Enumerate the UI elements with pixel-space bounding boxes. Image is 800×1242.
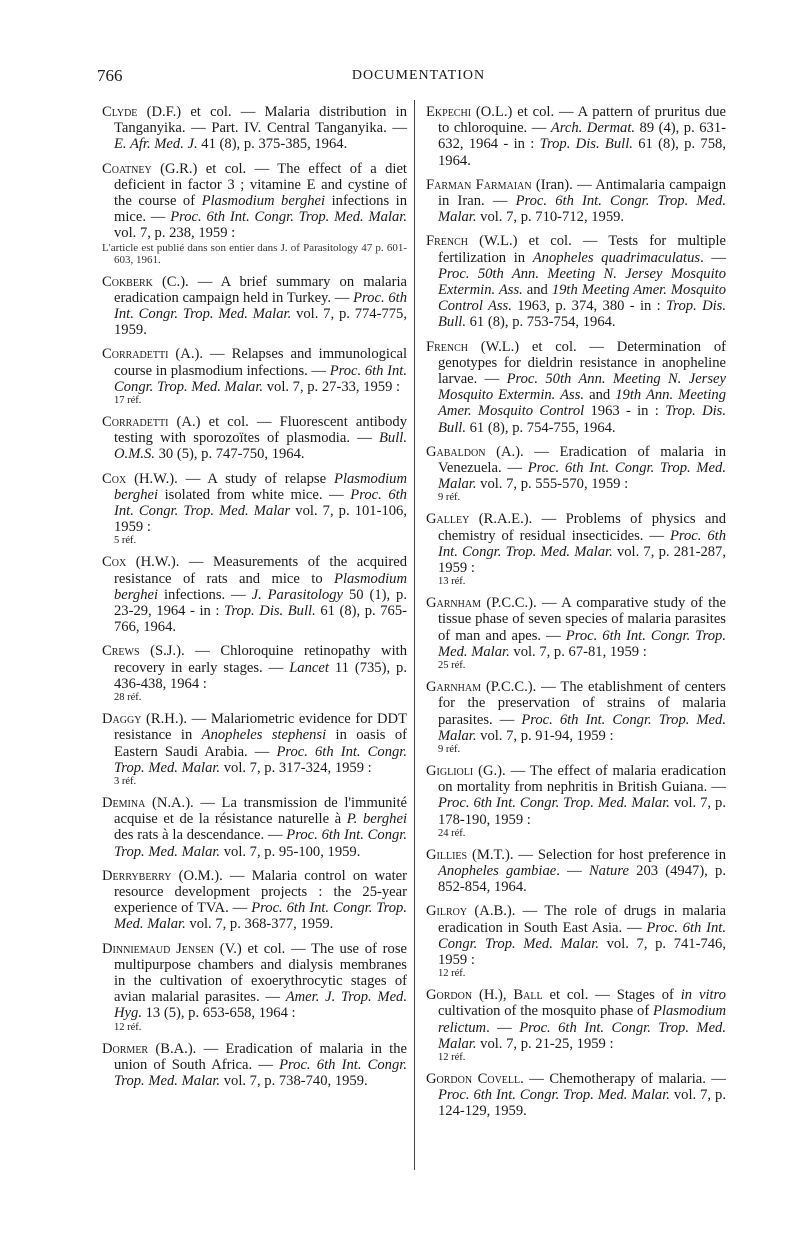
entry-title: (M.T.). — Selection for host preference in xyxy=(467,846,726,863)
entry-reference-count: 12 réf. xyxy=(438,1051,466,1063)
page-number: 766 xyxy=(97,66,123,85)
entry-title: (P.C.C.). — The etablishment of centers for the preservation of strains of malaria parasites. — xyxy=(438,679,726,728)
entry-citation-italic: Plasmodium berghei xyxy=(201,193,326,210)
entry-author: Cox xyxy=(102,554,127,571)
entry-title: (H.W.). — Measurements of the acquired resistance of rats and mice to xyxy=(114,554,407,587)
entry-citation-italic: Trop. Dis. Bull. xyxy=(438,298,726,331)
entry-citation-text: 1963 - in : xyxy=(584,403,666,420)
entry-citation-text: et col. — Stages of xyxy=(542,987,681,1004)
entry-reference-count: 5 réf. xyxy=(114,535,137,547)
entry-citation-italic: 19th Meeting Amer. Mosquito Control Ass. xyxy=(438,282,727,315)
entry-author: French xyxy=(426,233,469,250)
entry-citation-text: infections. — xyxy=(158,586,252,603)
entry-author: Cox xyxy=(102,470,127,487)
entry-citation-italic: 19th Ann. Meeting Amer. Mosquito Control xyxy=(438,387,726,420)
entry-title: (R.H.). — Malariometric evidence for DDT resistance in xyxy=(114,711,407,744)
entry-citation-italic: Proc. 6th Int. Congr. Trop. Med. Malar. xyxy=(438,711,726,744)
entry-citation-italic: Proc. 6th Int. Congr. Trop. Med. Malar. xyxy=(438,627,726,660)
bibliography-entry xyxy=(426,987,726,1063)
entry-citation-italic: Proc. 50th Ann. Meeting N. Jersey Mosquito Extermin. Ass. xyxy=(438,265,726,299)
entry-reference-count: 24 réf. xyxy=(438,827,466,839)
entry-author: Gordon xyxy=(426,987,473,1004)
entry-citation-italic: Proc. 6th Int. Congr. Trop. Med. Malar. xyxy=(438,460,726,493)
entry-title: (H.), xyxy=(472,987,514,1004)
entry-author: Cokberk xyxy=(102,273,153,290)
bibliography-entry xyxy=(102,711,407,787)
left-column xyxy=(102,104,407,1097)
bibliography-entry xyxy=(102,868,407,933)
entry-title: (A.B.). — The role of drugs in malaria eradication in South East Asia. — xyxy=(438,903,726,936)
entry-author: Gilroy xyxy=(426,903,468,920)
entry-citation-text: in oasis of Eastern Saudi Arabia. — xyxy=(114,727,407,760)
bibliography-entry xyxy=(426,339,726,436)
entry-author: Gillies xyxy=(426,846,468,863)
entry-citation-text: and xyxy=(584,387,616,404)
entry-title: (A.). — Relapses and immunological course in plasmodium infections. — xyxy=(114,346,407,379)
entry-author: Dormer xyxy=(102,1040,149,1057)
entry-citation-italic: Proc. 6th Int. Congr. Trop. Med. Malar. xyxy=(114,1056,407,1089)
entry-title: (R.A.E.). — Problems of physics and chemistry of residual insecticides. — xyxy=(438,511,726,544)
entry-citation-text: vol. 7, p. 774-775, 1959. xyxy=(114,306,407,339)
entry-citation-italic: Proc. 6th Int. Congr. Trop. Med. Malar. xyxy=(114,827,408,860)
entry-author: Corradetti xyxy=(102,414,169,431)
column-divider xyxy=(414,100,415,1170)
entry-citation-text: vol. 7, p. 738-740, 1959. xyxy=(220,1072,368,1089)
entry-title: (P.C.C.). — A comparative study of the tissue phase of seven species of malaria parasites of man and apes. — xyxy=(438,595,726,644)
bibliography-entry xyxy=(102,554,407,635)
bibliography-entry xyxy=(102,414,407,463)
bibliography-entry xyxy=(426,177,726,226)
entry-citation-text: 61 (8), p. 765-766, 1964. xyxy=(114,603,407,636)
entry-title: (D.F.) et col. — Malaria distribution in Tanganyika. — Part. IV. Central Tanganyika. — xyxy=(114,104,407,137)
entry-citation-italic: E. Afr. Med. J. xyxy=(114,136,198,153)
entry-citation-italic: Nature xyxy=(588,862,629,879)
entry-citation-italic: Bull. O.M.S. xyxy=(114,430,407,463)
entry-title: (W.L.) et col. — Tests for multiple fertilization in xyxy=(438,233,726,266)
bibliography-entry xyxy=(426,595,726,671)
entry-author: Daggy xyxy=(102,711,142,728)
bibliography-entry xyxy=(102,161,407,266)
entry-author: Ekpechi xyxy=(426,104,472,120)
bibliography-entry xyxy=(426,763,726,839)
entry-author: Coatney xyxy=(102,160,152,177)
entry-reference-count: 9 réf. xyxy=(438,492,461,504)
entry-citation-italic: Plasmodium berghei xyxy=(114,470,407,503)
bibliography-entry xyxy=(426,903,726,979)
entry-citation-text: Ball xyxy=(513,987,543,1004)
entry-citation-text: 61 (8), p. 753-754, 1964. xyxy=(465,314,616,331)
entry-citation-text: 30 (5), p. 747-750, 1964. xyxy=(154,446,305,463)
entry-citation-italic: Anopheles stephensi xyxy=(201,727,327,744)
entry-citation-text: cultivation of the mosquito phase of xyxy=(438,1003,654,1020)
entry-citation-text: 89 (4), p. 631-632, 1964 - in : xyxy=(438,120,726,153)
entry-reference-count: 25 réf. xyxy=(438,660,466,672)
entry-citation-italic: Trop. Dis. Bull. xyxy=(224,603,316,620)
entry-citation-text: vol. 7, p. 124-129, 1959. xyxy=(438,1087,726,1120)
entry-reference-count: 28 réf. xyxy=(114,692,142,704)
entry-citation-italic: Plasmodium relictum xyxy=(438,1003,726,1036)
right-column xyxy=(426,104,726,1128)
entry-citation-italic: Proc. 6th Int. Congr. Trop. Med. Malar. xyxy=(114,362,407,395)
entry-citation-text: vol. 7, p. 27-33, 1959 : xyxy=(263,378,401,395)
entry-citation-text: 61 (8), p. 754-755, 1964. xyxy=(465,419,616,436)
entry-citation-italic: Proc. 6th Int. Congr. Trop. Med. Malar. xyxy=(438,1087,670,1104)
entry-title: (W.L.) et col. — Determination of genotypes for dieldrin resistance in anopheline larvae. — xyxy=(438,338,726,388)
entry-reference-count: 12 réf. xyxy=(114,1021,142,1033)
entry-reference-count: 9 réf. xyxy=(438,743,461,755)
bibliography-entry xyxy=(102,941,407,1033)
entry-citation-italic: Proc. 6th Int. Congr. Trop. Med. Malar. xyxy=(114,289,407,323)
entry-title: (C.). — A brief summary on malaria eradication campaign held in Turkey. — xyxy=(114,273,407,306)
entry-title: (H.W.). — A study of relapse xyxy=(126,470,335,487)
entry-citation-italic: Anopheles gambiae xyxy=(438,862,557,879)
entry-citation-italic: Lancet xyxy=(289,659,329,676)
entry-citation-italic: Anopheles quadrimaculatus xyxy=(532,249,701,266)
entry-citation-text: vol. 7, p. 741-746, 1959 : xyxy=(438,935,726,968)
entry-citation-italic: P. berghei xyxy=(346,811,407,828)
entry-citation-text: vol. 7, p. 238, 1959 : xyxy=(114,225,236,242)
entry-author: Dinniemaud Jensen xyxy=(102,940,214,957)
entry-citation-italic: Arch. Dermat. xyxy=(550,120,636,137)
entry-citation-italic: Proc. 6th Int. Congr. Trop. Med. Malar xyxy=(114,486,407,520)
entry-citation-italic: Trop. Dis. Bull. xyxy=(539,136,633,153)
running-title: DOCUMENTATION xyxy=(351,68,486,83)
entry-citation-text: vol. 7, p. 281-287, 1959 : xyxy=(438,543,726,577)
entry-citation-text: 203 (4947), p. 852-854, 1964. xyxy=(438,862,726,896)
entry-citation-text: 11 (735), p. 436-438, 1964 : xyxy=(114,659,408,692)
entry-author: Demina xyxy=(102,794,146,811)
entry-citation-italic: Proc. 6th Int. Congr. Trop. Med. Malar. xyxy=(114,900,407,933)
entry-citation-text: vol. 7, p. 95-100, 1959. xyxy=(220,843,361,860)
entry-citation-italic: Proc. 6th Int. Congr. Trop. Med. Malar. xyxy=(170,209,407,226)
bibliography-entry xyxy=(102,104,407,153)
entry-author: Derryberry xyxy=(102,867,172,884)
bibliography-entry xyxy=(426,233,726,330)
entry-citation-text: vol. 7, p. 368-377, 1959. xyxy=(185,916,334,933)
entry-title: (O.M.). — Malaria control on water resource development projects : the 25-year experience of TVA. — xyxy=(114,867,407,917)
entry-citation-text: 61 (8), p. 758, 1964. xyxy=(438,136,726,169)
entry-citation-text: vol. 7, p. 91-94, 1959 : xyxy=(476,727,614,744)
entry-title: . — Chemotherapy of malaria. — xyxy=(520,1070,727,1087)
entry-citation-italic: Proc. 50th Ann. Meeting N. Jersey Mosquito Extermin. Ass. xyxy=(438,371,726,404)
bibliography-entry xyxy=(426,847,726,896)
entry-citation-italic: Proc. 6th Int. Congr. Trop. Med. Malar. xyxy=(438,527,727,560)
entry-reference-count: 3 réf. xyxy=(114,775,137,787)
bibliography-entry xyxy=(102,274,407,339)
entry-title: (V.) et col. — The use of rose multipurpose chambers and dialysis membranes in the cultivation of exoerythrocytic stages of avian malarial parasites. — xyxy=(114,940,407,1006)
entry-author: Gordon Covell xyxy=(426,1070,521,1087)
entry-citation-text: . — xyxy=(700,249,726,266)
entry-citation-italic: J. Parasitology xyxy=(251,586,344,603)
entry-author: Garnham xyxy=(426,595,481,612)
entry-reference-count: 17 réf. xyxy=(114,395,142,407)
entry-author: Gabaldon xyxy=(426,443,486,460)
entry-title: (A.). — Eradication of malaria in Venezuela. — xyxy=(438,443,726,477)
entry-citation-text: 50 (1), p. 23-29, 1964 - in : xyxy=(114,586,407,620)
entry-title: (G.R.) et col. — The effect of a diet deficient in factor 3 ; vitamine E and cystine of the course of xyxy=(114,160,407,210)
bibliography-entry xyxy=(426,444,726,504)
bibliography-entry xyxy=(426,104,726,169)
entry-author: Crews xyxy=(102,643,140,660)
entry-citation-text: vol. 7, p. 101-106, 1959 : xyxy=(114,503,407,536)
entry-citation-italic: Proc. 6th Int. Congr. Trop. Med. Malar. xyxy=(438,193,726,226)
entry-title: (A.) et col. — Fluorescent antibody testing with sporozoïtes of plasmodia. — xyxy=(114,414,407,447)
entry-author: Galley xyxy=(426,511,470,528)
entry-author: Giglioli xyxy=(426,762,474,779)
page-header xyxy=(97,66,740,88)
entry-citation-text: vol. 7, p. 178-190, 1959 : xyxy=(438,795,726,828)
entry-citation-italic: Amer. J. Trop. Med. Hyg. xyxy=(114,989,408,1022)
entry-title: (Iran). — Antimalaria campaign in Iran. — xyxy=(438,176,726,210)
entry-citation-italic: Proc. 6th Int. Congr. Trop. Med. Malar. xyxy=(114,743,407,776)
entry-citation-italic: in vitro xyxy=(680,987,726,1004)
bibliography-entry xyxy=(102,471,407,547)
entry-citation-text: and xyxy=(522,282,552,299)
entry-author: Garnham xyxy=(426,679,481,696)
entry-author: French xyxy=(426,338,469,355)
entry-title: (B.A.). — Eradication of malaria in the union of South Africa. — xyxy=(114,1040,407,1073)
entry-citation-text: vol. 7, p. 555-570, 1959 : xyxy=(476,476,629,493)
entry-author: Farman Farmaian xyxy=(426,176,532,193)
entry-title: (O.L.) et col. — A pattern of pruritus due to chloroquine. — xyxy=(438,104,726,137)
entry-citation-text: . — xyxy=(486,1019,520,1036)
bibliography-entry xyxy=(102,643,407,703)
entry-citation-text: . — xyxy=(556,862,589,879)
entry-citation-text: isolated from white mice. — xyxy=(158,486,351,503)
bibliography-entry xyxy=(426,511,726,587)
entry-citation-text: des rats à la descendance. — xyxy=(114,827,287,844)
entry-citation-italic: Proc. 6th Int. Congr. Trop. Med. Malar. xyxy=(438,919,726,952)
entry-citation-text: 1963, p. 374, 380 - in : xyxy=(511,298,667,315)
entry-title: (S.J.). — Chloroquine retinopathy with recovery in early stages. — xyxy=(114,643,407,676)
entry-citation-italic: Plasmodium berghei xyxy=(114,570,407,603)
bibliography-entry xyxy=(426,679,726,755)
bibliography-entry xyxy=(102,795,407,860)
entry-citation-text: vol. 7, p. 67-81, 1959 : xyxy=(509,643,647,660)
entry-author: Clyde xyxy=(102,104,138,120)
entry-citation-italic: Trop. Dis. Bull. xyxy=(438,403,726,436)
entry-citation-italic: Proc. 6th Int. Congr. Trop. Med. Malar. xyxy=(438,795,670,812)
entry-citation-text: vol. 7, p. 317-324, 1959 : xyxy=(220,759,372,776)
bibliography-entry xyxy=(102,1041,407,1090)
entry-citation-text: 13 (5), p. 653-658, 1964 : xyxy=(141,1005,296,1022)
entry-note: L'article est publié dans son entier dans J. of Parasitology 47 p. 601-603, 1961. xyxy=(102,241,407,266)
entry-title: (G.). — The effect of malaria eradication on mortality from nephritis in British Guiana. — xyxy=(438,762,726,796)
entry-citation-text: 41 (8), p. 375-385, 1964. xyxy=(197,136,348,153)
bibliography-entry xyxy=(426,1071,726,1120)
entry-author: Corradetti xyxy=(102,346,169,363)
bibliography-entry xyxy=(102,346,407,406)
entry-citation-text: infections in mice. — xyxy=(114,193,407,226)
entry-citation-italic: Proc. 6th Int. Congr. Trop. Med. Malar. xyxy=(438,1019,726,1052)
entry-citation-text: vol. 7, p. 710-712, 1959. xyxy=(476,209,625,226)
entry-reference-count: 13 réf. xyxy=(438,576,466,588)
entry-title: (N.A.). — La transmission de l'immunité acquise et de la résistance naturelle à xyxy=(114,794,407,828)
entry-reference-count: 12 réf. xyxy=(438,968,466,980)
entry-citation-text: vol. 7, p. 21-25, 1959 : xyxy=(476,1035,614,1052)
